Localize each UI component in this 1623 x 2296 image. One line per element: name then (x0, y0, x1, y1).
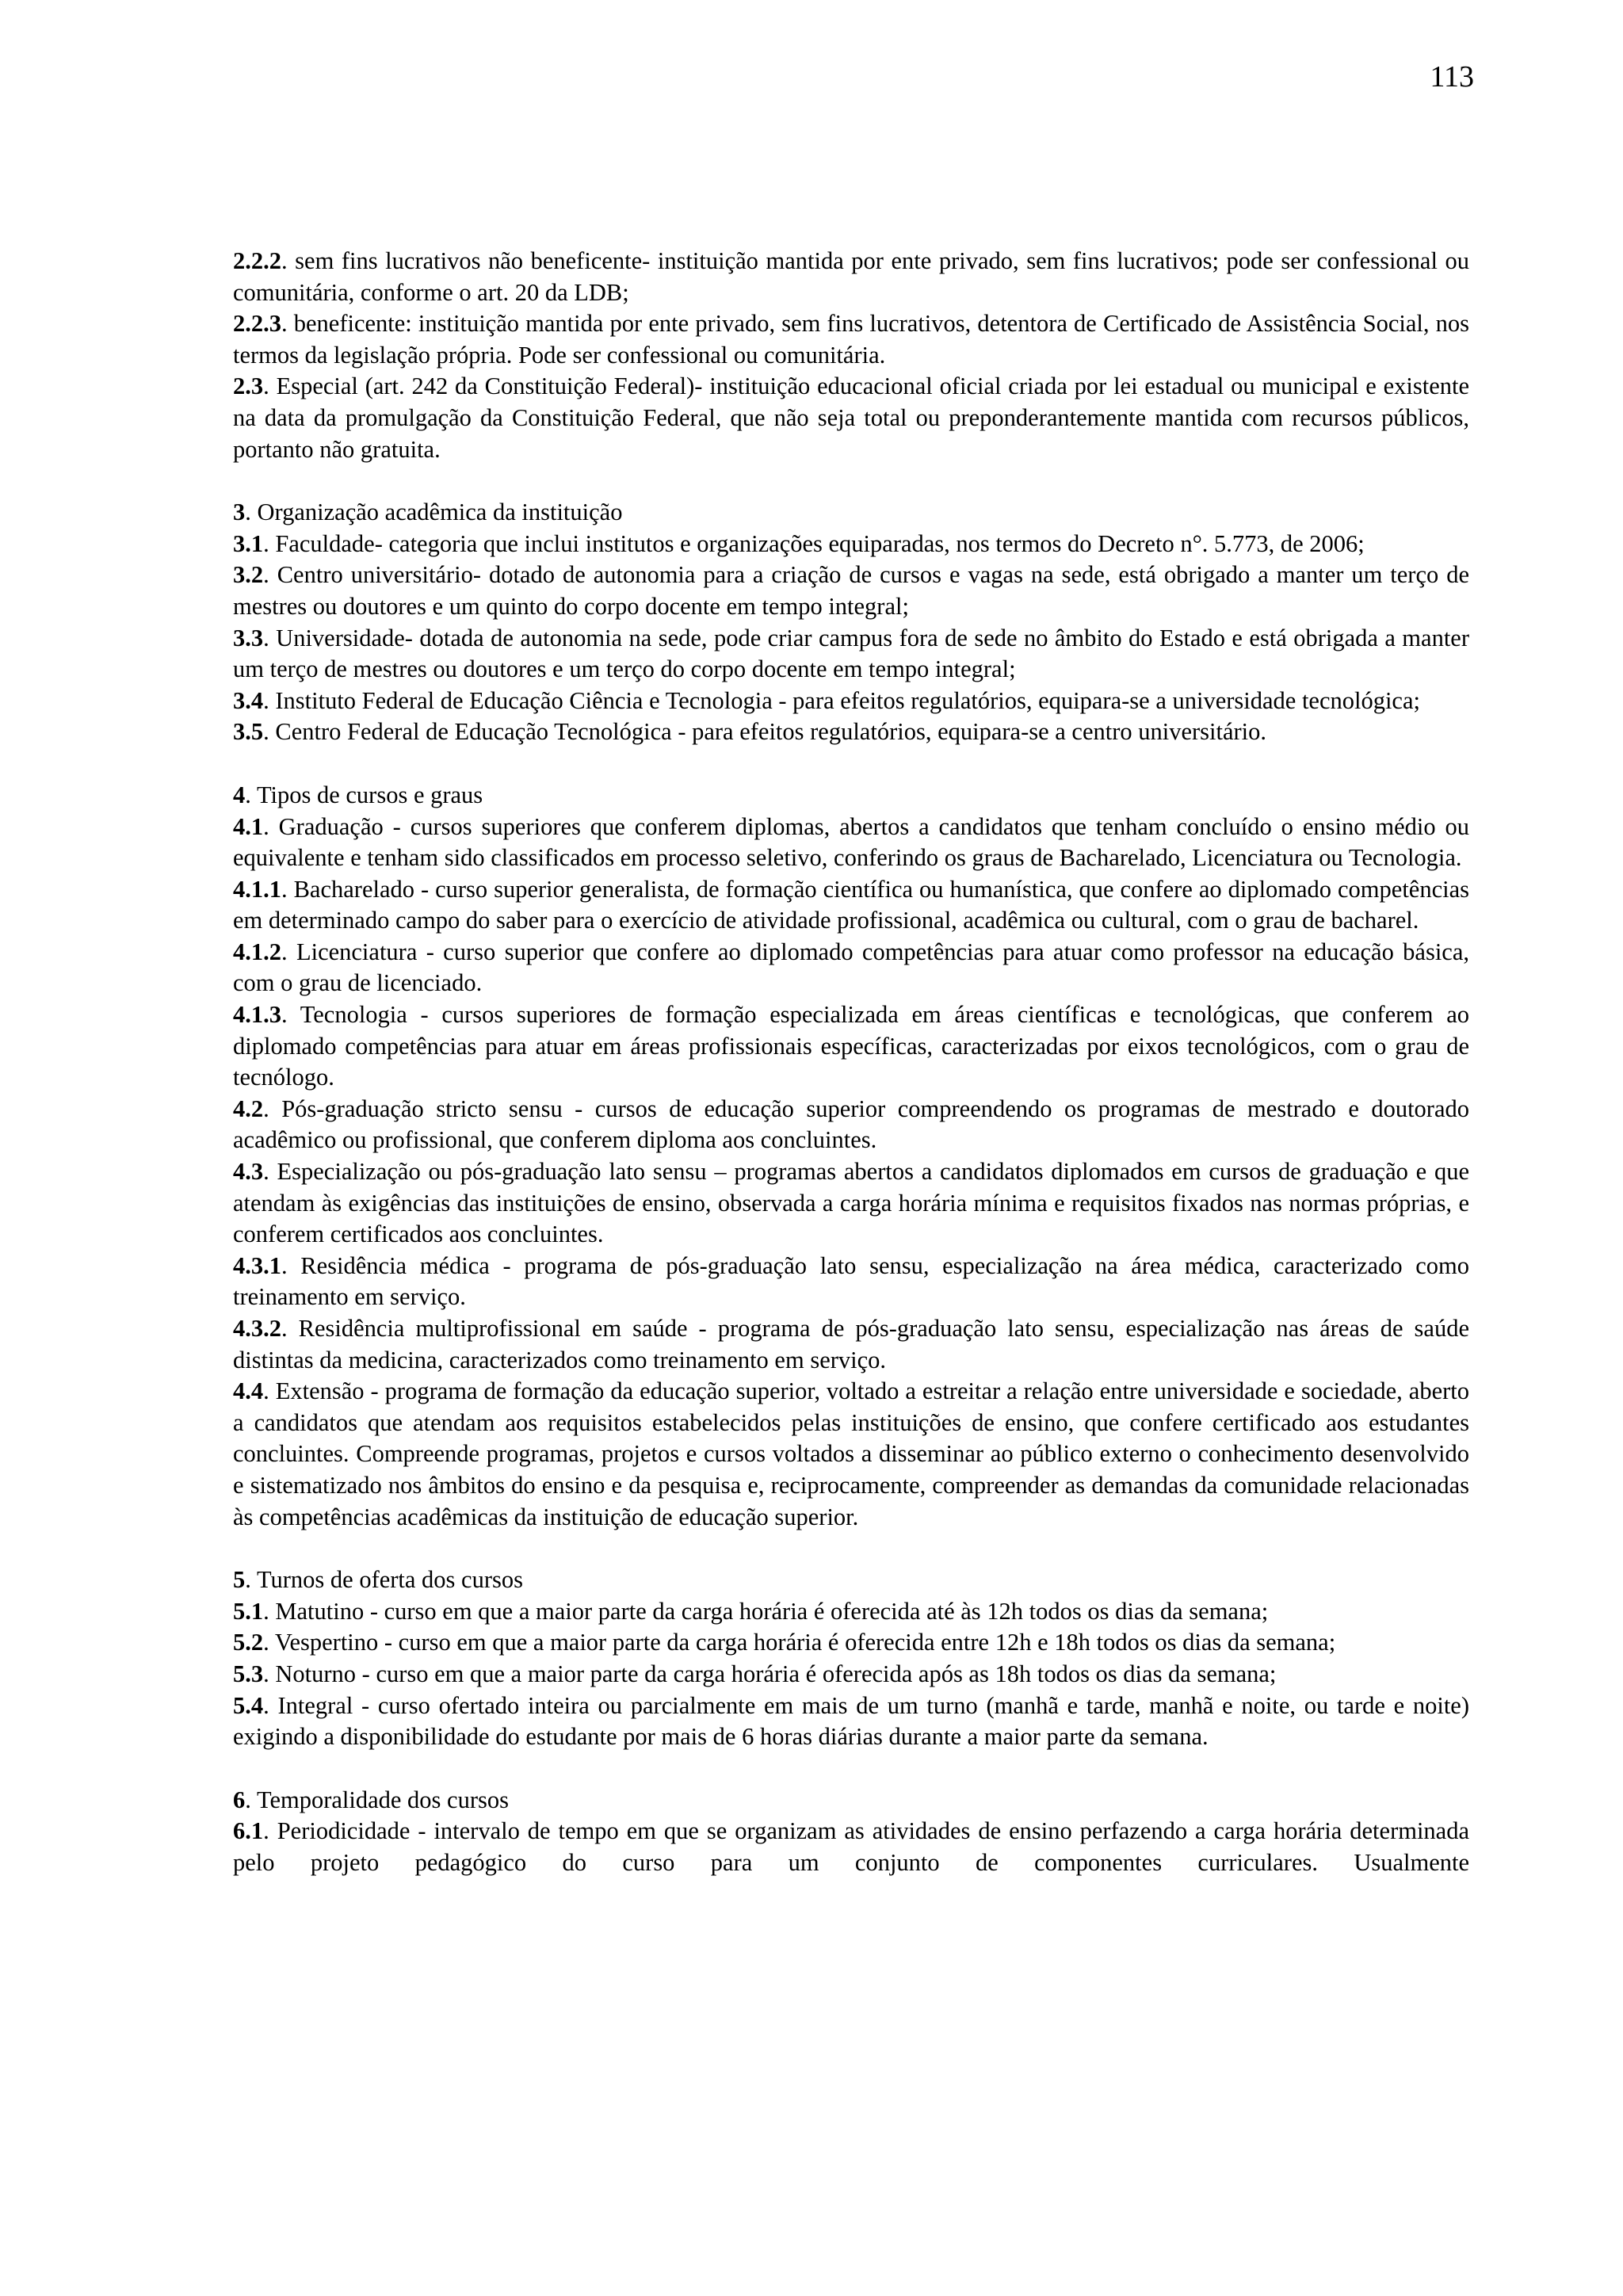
paragraph-6-1 (233, 1816, 1469, 1878)
item-text: . sem fins lucrativos não beneficente- instituição mantida por ente privado, sem fins lucrativos; pode ser confessional ou comunitária, conforme o art. 20 da LDB; (233, 247, 1469, 306)
item-number: 2.2.2 (233, 247, 281, 274)
item-number: 3.1 (233, 529, 264, 557)
paragraph-4-1 (233, 812, 1469, 874)
paragraph-5-2 (233, 1627, 1469, 1659)
item-number: 4.1.1 (233, 875, 281, 903)
item-number: 5.4 (233, 1691, 264, 1719)
item-number: 3.4 (233, 686, 264, 714)
document-body (233, 246, 1469, 1879)
item-text: . Periodicidade - intervalo de tempo em que se organizam as atividades de ensino perfazendo a carga horária determinada pelo projeto pedagógico do curso para um conjunto de componentes curriculares. Usualmente (233, 1817, 1469, 1876)
section-number: 3 (233, 499, 246, 526)
paragraph-5-1 (233, 1596, 1469, 1628)
section-number: 4 (233, 781, 246, 808)
paragraph-2-2-3 (233, 308, 1469, 371)
paragraph-4-4 (233, 1376, 1469, 1533)
section-number: 6 (233, 1786, 246, 1813)
item-number: 2.3 (233, 372, 264, 400)
section-number: 5 (233, 1566, 246, 1594)
item-number: 3.2 (233, 561, 264, 589)
item-text: . Noturno - curso em que a maior parte da carga horária é oferecida após as 18h todos os dias da semana; (263, 1660, 1277, 1687)
item-text: . Especial (art. 242 da Constituição Federal)- instituição educacional oficial criada por lei estadual ou municipal e existente na data da promulgação da Constituição Federal, que não seja total ou preponderantemente mantida com recursos públicos, portanto não gratuita. (233, 372, 1469, 463)
paragraph-4-3 (233, 1156, 1469, 1251)
item-number: 3.5 (233, 718, 264, 746)
item-number: 5.1 (233, 1597, 264, 1625)
item-number: 2.2.3 (233, 310, 281, 338)
paragraph-4-1-1 (233, 874, 1469, 937)
item-number: 3.3 (233, 624, 264, 651)
item-number: 4.3.2 (233, 1315, 281, 1342)
item-number: 4.1 (233, 812, 264, 840)
item-text: . Centro Federal de Educação Tecnológica - para efeitos regulatórios, equipara-se a centro universitário. (263, 718, 1267, 746)
paragraph-3-1 (233, 529, 1469, 560)
paragraph-4-3-2 (233, 1313, 1469, 1376)
page-number: 113 (1430, 60, 1474, 94)
section-heading-4 (233, 780, 1469, 812)
item-number: 4.1.3 (233, 1001, 281, 1029)
item-text: . Residência médica - programa de pós-graduação lato sensu, especialização na área médica, caracterizado como treinamento em serviço. (233, 1251, 1469, 1311)
section-title: . Tipos de cursos e graus (245, 781, 483, 808)
item-text: . Especialização ou pós-graduação lato sensu – programas abertos a candidatos diplomados em cursos de graduação e que atendam às exigências das instituições de ensino, observada a carga horária mínima e requisitos fixados nas normas próprias, e conferem certificados aos concluintes. (233, 1158, 1469, 1248)
item-number: 4.3.1 (233, 1251, 281, 1279)
paragraph-3-3 (233, 623, 1469, 686)
item-text: . Vespertino - curso em que a maior parte da carga horária é oferecida entre 12h e 18h todos os dias da semana; (263, 1629, 1336, 1656)
item-number: 5.2 (233, 1629, 264, 1656)
item-number: 4.1.2 (233, 938, 281, 965)
section-title: . Organização acadêmica da instituição (245, 499, 623, 526)
item-text: . Licenciatura - curso superior que confere ao diplomado competências para atuar como professor na educação básica, com o grau de licenciado. (233, 938, 1469, 997)
item-text: . Extensão - programa de formação da educação superior, voltado a estreitar a relação entre universidade e sociedade, aberto a candidatos que atendam aos requisitos estabelecidos pelas instituições de ensino, que confere certificado aos estudantes concluintes. Compreende programas, projetos e cursos voltados a disseminar ao público externo o conhecimento desenvolvido e sistematizado nos âmbitos do ensino e da pesquisa e, reciprocamente, compreender as demandas da comunidade relacionadas às competências acadêmicas da instituição de educação superior. (233, 1377, 1469, 1530)
item-number: 5.3 (233, 1660, 264, 1687)
section-gap (233, 1533, 1469, 1564)
item-text: . Faculdade- categoria que inclui institutos e organizações equiparadas, nos termos do Decreto n°. 5.773, de 2006; (263, 529, 1365, 557)
item-text: . Bacharelado - curso superior generalista, de formação científica ou humanística, que confere ao diplomado competências em determinado campo do saber para o exercício de atividade profissional, acadêmica ou cultural, com o grau de bacharel. (233, 875, 1469, 934)
item-number: 4.4 (233, 1377, 264, 1405)
section-heading-5 (233, 1564, 1469, 1596)
section-heading-6 (233, 1785, 1469, 1817)
item-text: . Integral - curso ofertado inteira ou parcialmente em mais de um turno (manhã e tarde, manhã e noite, ou tarde e noite) exigindo a disponibilidade do estudante por mais de 6 horas diárias durante a maior parte da semana. (233, 1691, 1469, 1751)
item-number: 4.2 (233, 1095, 264, 1122)
item-text: . Tecnologia - cursos superiores de formação especializada em áreas científicas e tecnológicas, que conferem ao diplomado competências para atuar em áreas profissionais específicas, caracterizadas por eixos tecnológicos, com o grau de tecnólogo. (233, 1001, 1469, 1091)
paragraph-3-4 (233, 686, 1469, 717)
item-text: . beneficente: instituição mantida por ente privado, sem fins lucrativos, detentora de Certificado de Assistência Social, nos termos da legislação própria. Pode ser confessional ou comunitária. (233, 310, 1469, 369)
item-text: . Residência multiprofissional em saúde - programa de pós-graduação lato sensu, especialização nas áreas de saúde distintas da medicina, caracterizados como treinamento em serviço. (233, 1315, 1469, 1373)
section-title: . Temporalidade dos cursos (245, 1786, 509, 1813)
item-text: . Universidade- dotada de autonomia na sede, pode criar campus fora de sede no âmbito do Estado e está obrigada a manter um terço de mestres ou doutores e um terço do corpo docente em tempo integral; (233, 624, 1469, 683)
paragraph-4-2 (233, 1094, 1469, 1156)
paragraph-2-3 (233, 371, 1469, 465)
item-text: . Centro universitário- dotado de autonomia para a criação de cursos e vagas na sede, está obrigado a manter um terço de mestres ou doutores e um quinto do corpo docente em tempo integral; (233, 561, 1469, 620)
paragraph-3-2 (233, 560, 1469, 622)
paragraph-5-3 (233, 1659, 1469, 1690)
item-text: . Graduação - cursos superiores que conferem diplomas, abertos a candidatos que tenham concluído o ensino médio ou equivalente e tenham sido classificados em processo seletivo, conferindo os graus de Bacharelado, Licenciatura ou Tecnologia. (233, 812, 1469, 872)
paragraph-2-2-2 (233, 246, 1469, 308)
paragraph-4-3-1 (233, 1251, 1469, 1313)
paragraph-5-4 (233, 1690, 1469, 1753)
item-text: . Instituto Federal de Educação Ciência e Tecnologia - para efeitos regulatórios, equipara-se a universidade tecnológica; (263, 686, 1420, 714)
paragraph-4-1-2 (233, 937, 1469, 999)
section-gap (233, 1753, 1469, 1785)
paragraph-3-5 (233, 716, 1469, 748)
item-number: 4.3 (233, 1158, 264, 1186)
paragraph-4-1-3 (233, 999, 1469, 1094)
section-heading-3 (233, 497, 1469, 529)
section-gap (233, 465, 1469, 497)
item-text: . Pós-graduação stricto sensu - cursos de educação superior compreendendo os programas de mestrado e doutorado acadêmico ou profissional, que conferem diploma aos concluintes. (233, 1095, 1469, 1154)
item-number: 6.1 (233, 1817, 264, 1845)
section-title: . Turnos de oferta dos cursos (245, 1566, 523, 1594)
item-text: . Matutino - curso em que a maior parte da carga horária é oferecida até às 12h todos os dias da semana; (263, 1597, 1269, 1625)
section-gap (233, 748, 1469, 780)
